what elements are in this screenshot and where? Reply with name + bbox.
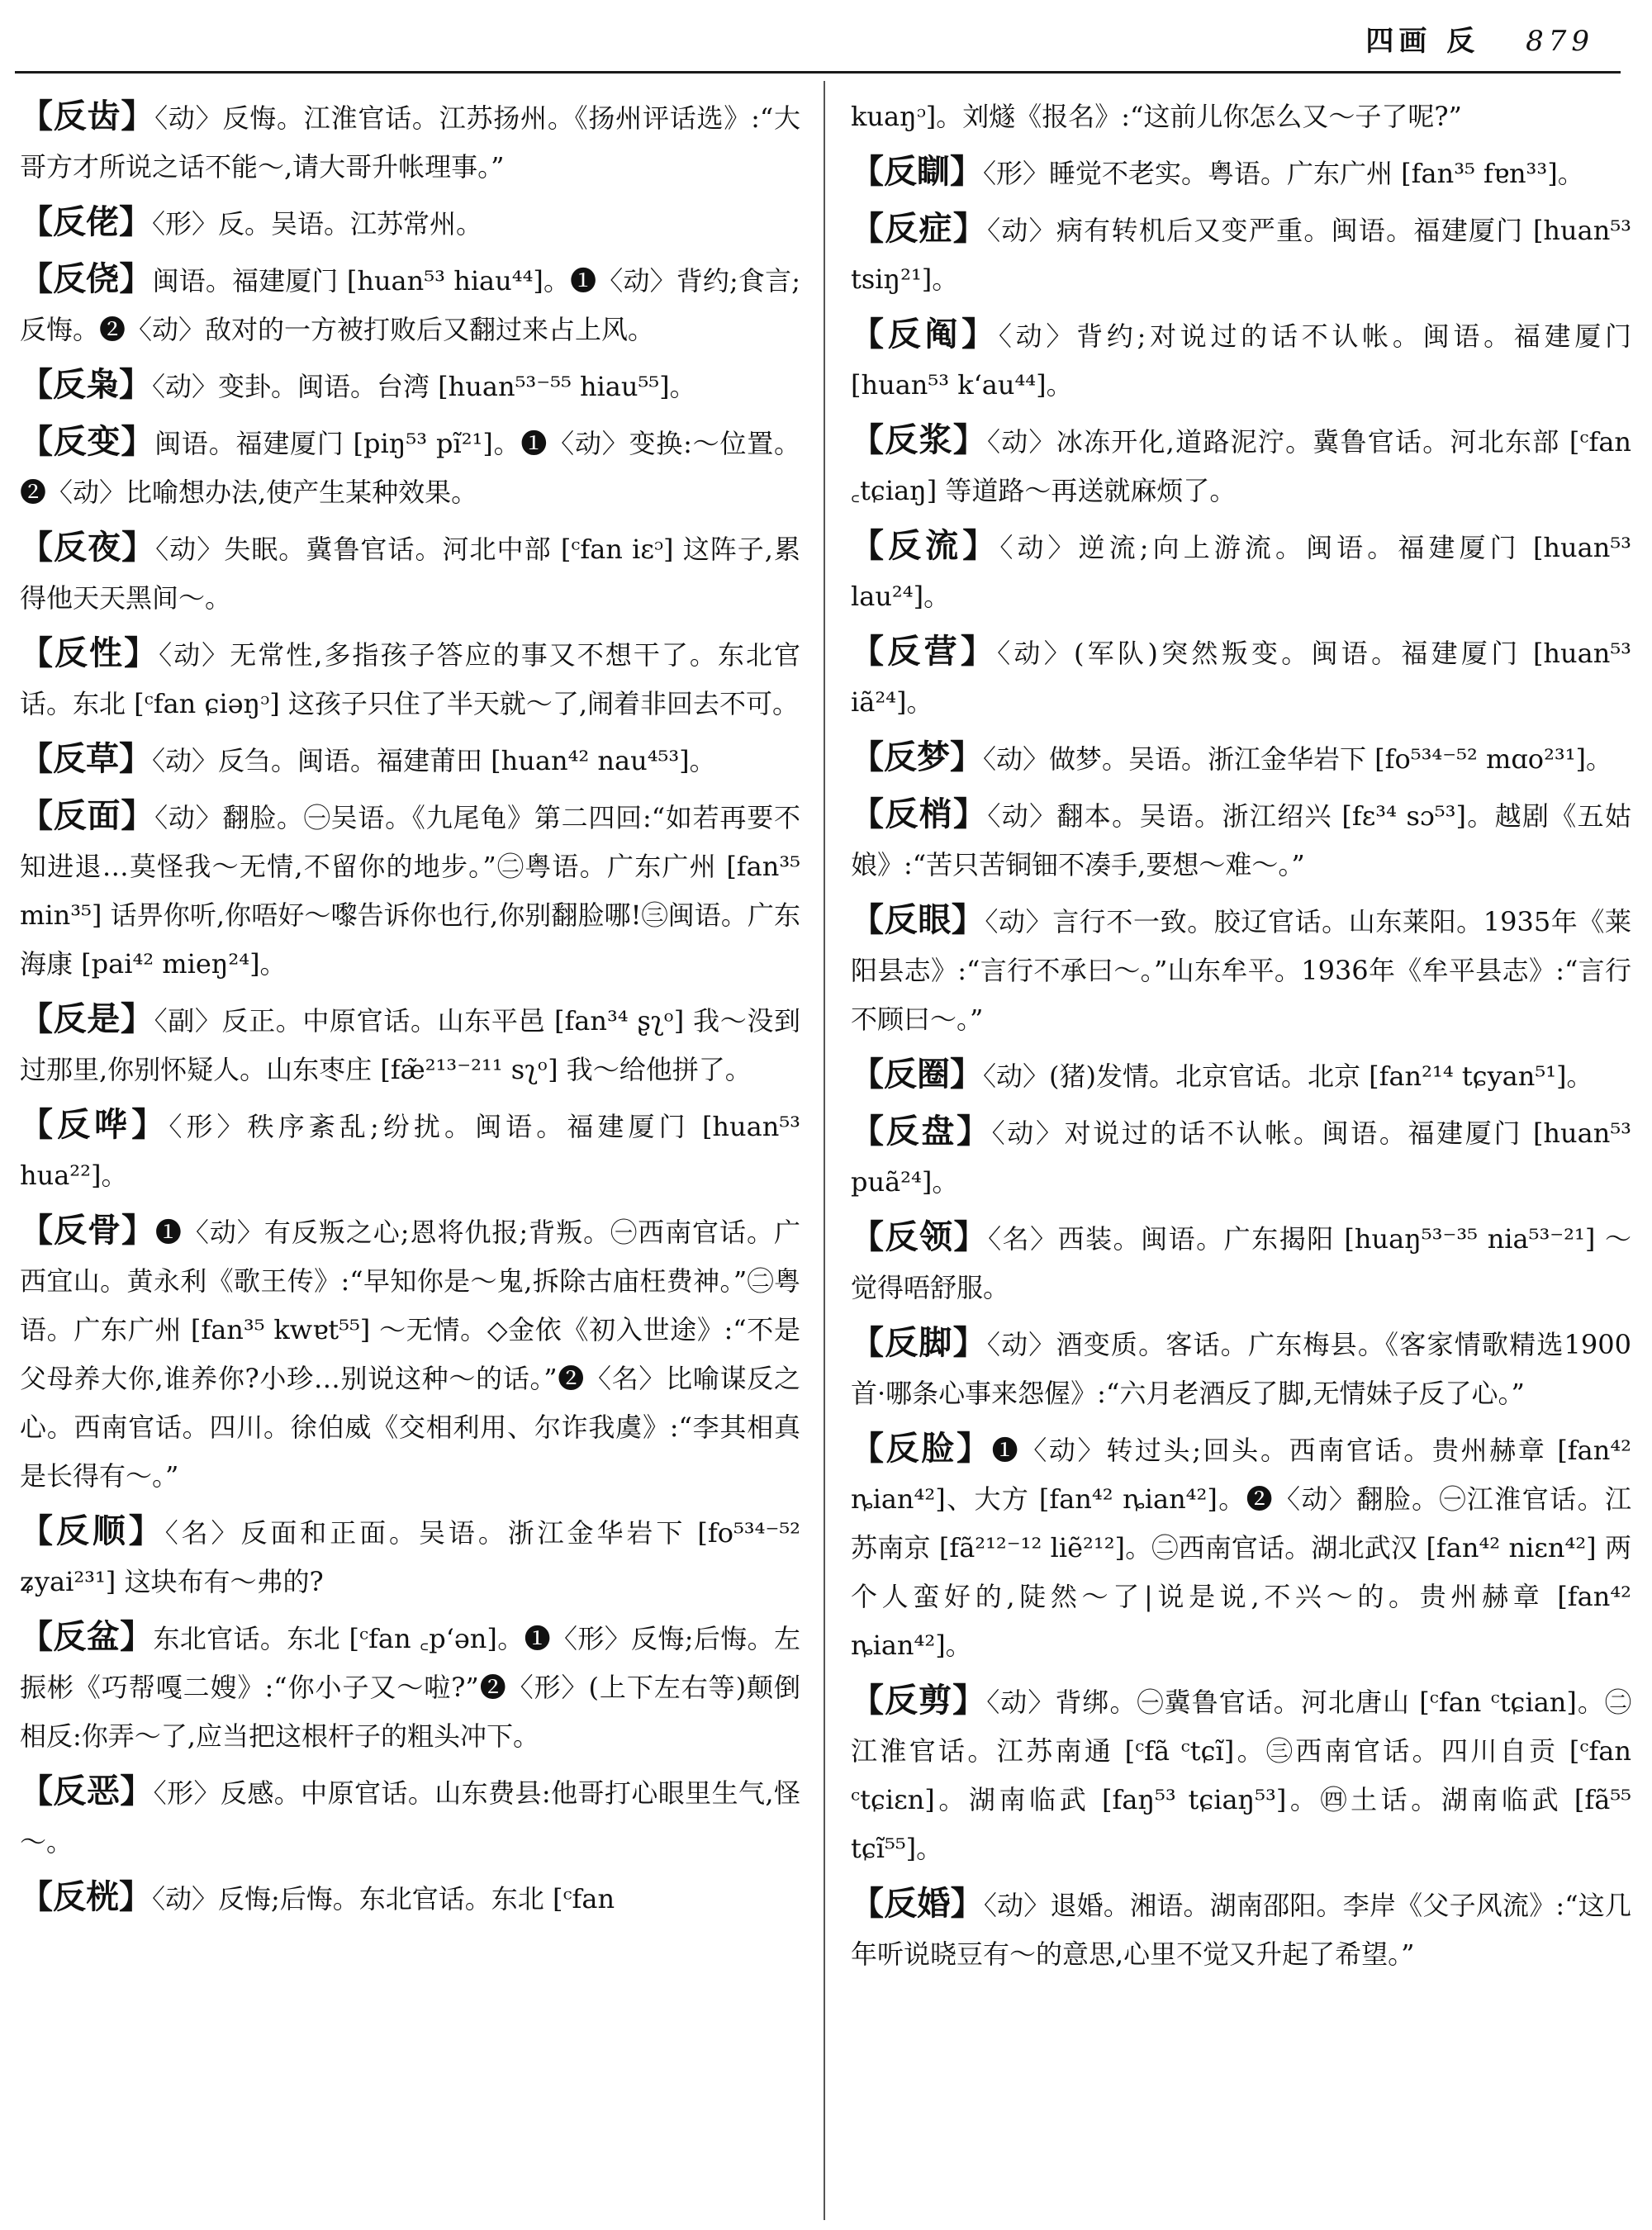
entry-definition: 〈动〉无常性,多指孩子答应的事又不想干了。东北官话。东北 [ᶜfan ɕiəŋᵓ] 这孩子只住了半天就～了,闹着非回去不可。 — [20, 639, 800, 719]
dictionary-entry — [851, 1425, 1631, 1670]
entry-definition: 〈形〉睡觉不老实。粤语。广东广州 [fan³⁵ fɐn³³]。 — [983, 158, 1584, 189]
dictionary-entry — [851, 896, 1631, 1044]
dictionary-entry — [851, 148, 1631, 198]
entry-definition: 〈副〉反正。中原官话。山东平邑 [fan³⁴ ʂʅᵒ] 我～没到过那里,你别怀疑人。山东枣庄 [fæ̃²¹³⁻²¹¹ sʅᵒ] 我～给他拼了。 — [20, 1005, 800, 1085]
entry-definition: 〈动〉酒变质。客话。广东梅县。《客家情歌精选1900首·哪条心事来怨偓》:“六月老酒反了脚,无情妹子反了心。” — [851, 1329, 1631, 1409]
entry-definition: 〈形〉秩序紊乱;纷扰。闽语。福建厦门 [huan⁵³ hua²²]。 — [20, 1111, 800, 1191]
dictionary-entry — [20, 198, 800, 249]
dictionary-entry — [20, 629, 800, 728]
entry-definition: 〈动〉背约;对说过的话不认帐。闽语。福建厦门 [huan⁵³ kʻau⁴⁴]。 — [851, 320, 1631, 401]
section-title: 四画 反 — [1365, 25, 1480, 58]
entry-definition: 〈动〉病有转机后又变严重。闽语。福建厦门 [huan⁵³ tsiŋ²¹]。 — [851, 215, 1631, 295]
dictionary-entry — [851, 522, 1631, 621]
entry-definition: 〈动〉反悔;后悔。东北官话。东北 [ᶜfan — [152, 1883, 615, 1914]
entry-definition: 〈动〉翻脸。㊀吴语。《九尾龟》第二四回:“如若再要不知进退…莫怪我～无情,不留你的地步。”㊁粤语。广东广州 [fan³⁵ min³⁵] 话畀你听,你唔好～嚟告诉你也行,你别翻脸哪!㊂闽语。广东海康 [pai⁴² mieŋ²⁴]。 — [20, 802, 800, 980]
entry-headword: 【反营】 — [851, 633, 998, 671]
entry-headword: 【反圈】 — [851, 1056, 983, 1094]
entry-headword: 【反枭】 — [20, 366, 152, 404]
dictionary-entry — [20, 361, 800, 411]
dictionary-entry — [20, 418, 800, 517]
entry-definition: 〈动〉对说过的话不认帐。闽语。福建厦门 [huan⁵³ puã²⁴]。 — [851, 1117, 1631, 1198]
dictionary-entry — [20, 1767, 800, 1867]
entry-definition: 〈动〉失眠。冀鲁官话。河北中部 [ᶜfan iɛᵓ] 这阵子,累得他天天黑间～。 — [20, 534, 800, 614]
dictionary-entry — [20, 735, 800, 785]
entry-headword: 【反夜】 — [20, 529, 156, 567]
dictionary-entry — [851, 1880, 1631, 1979]
dictionary-entry — [851, 790, 1631, 890]
left-column — [20, 93, 800, 2223]
entry-headword: 【反梦】 — [851, 738, 983, 776]
dictionary-entry — [851, 416, 1631, 515]
entry-headword: 【反是】 — [20, 1000, 154, 1038]
entry-definition: 东北官话。东北 [ᶜfan ꜀pʻən]。❶〈形〉反悔;后悔。左振彬《巧帮嘎二嫂》:“你小子又～啦?”❷〈形〉(上下左右等)颠倒相反:你弄～了,应当把这根杆子的粗头冲下。 — [20, 1623, 800, 1752]
entry-headword: 【反侥】 — [20, 260, 153, 298]
entry-headword: 【反梢】 — [851, 795, 988, 833]
entry-headword: 【反领】 — [851, 1218, 989, 1256]
entry-headword: 【反恶】 — [20, 1772, 154, 1810]
dictionary-entry — [20, 1507, 800, 1606]
dictionary-entry — [20, 255, 800, 354]
entry-headword: 【反骨】 — [20, 1212, 155, 1250]
entry-headword: 【反哗】 — [20, 1106, 169, 1144]
entry-headword: 【反草】 — [20, 740, 152, 778]
entry-headword: 【反剪】 — [851, 1682, 987, 1720]
entry-headword: 【反症】 — [851, 210, 988, 248]
column-divider — [824, 81, 825, 2220]
entry-definition: 闽语。福建厦门 [piŋ⁵³ pĩ²¹]。❶〈动〉变换:～位置。❷〈动〉比喻想办法,使产生某种效果。 — [20, 428, 800, 508]
entry-definition: 〈动〉(猪)发情。北京官话。北京 [fan²¹⁴ tɕyan⁵¹]。 — [983, 1060, 1593, 1092]
dictionary-entry — [20, 1207, 800, 1501]
entry-definition: 〈动〉逆流;向上游流。闽语。福建厦门 [huan⁵³ lau²⁴]。 — [851, 532, 1631, 612]
entry-headword: 【反脸】 — [851, 1430, 992, 1468]
dictionary-entry — [20, 995, 800, 1094]
entry-definition: 〈动〉背绑。㊀冀鲁官话。河北唐山 [ᶜfan ᶜtɕian]。㊁江淮官话。江苏南通 [ᶜfã ᶜtɕĩ]。㊂西南官话。四川自贡 [ᶜfan ᶜtɕiɛn]。湖南临武 [faŋ⁵³ tɕiaŋ⁵³]。㊃土话。湖南临武 [fã⁵⁵ tɕĩ⁵⁵]。 — [851, 1687, 1631, 1864]
dictionary-entry — [20, 1873, 800, 1924]
entry-headword: 【反性】 — [20, 634, 159, 672]
dictionary-entry — [851, 733, 1631, 784]
entry-definition: 〈动〉翻本。吴语。浙江绍兴 [fɛ³⁴ sɔ⁵³]。越剧《五姑娘》:“苦只苦铜钿不凑手,要想～难～。” — [851, 800, 1631, 880]
entry-headword: 【反面】 — [20, 797, 155, 835]
right-column — [851, 93, 1631, 2223]
dictionary-entry — [20, 1101, 800, 1200]
entry-headword: 【反浆】 — [851, 421, 987, 459]
entry-headword: 【反眼】 — [851, 901, 985, 939]
dictionary-entry — [851, 1319, 1631, 1418]
entry-definition: 〈动〉反悔。江淮官话。江苏扬州。《扬州评话选》:“大哥方才所说之话不能～,请大哥升帐理事。” — [20, 102, 800, 183]
entry-definition: 〈动〉言行不一致。胶辽官话。山东莱阳。1935年《莱阳县志》:“言行不承曰～。”山东牟平。1936年《牟平县志》:“言行不顾曰～。” — [851, 906, 1631, 1035]
dictionary-entry — [20, 524, 800, 623]
entry-headword: 【反佬】 — [20, 203, 152, 241]
entry-definition: 〈形〉反感。中原官话。山东费县:他哥打心眼里生气,怪～。 — [20, 1777, 800, 1858]
dictionary-entry — [851, 311, 1631, 410]
entry-definition: 〈动〉冰冻开化,道路泥泞。冀鲁官话。河北东部 [ᶜfan ꜀tɕiaŋ] 等道路～再送就麻烦了。 — [851, 426, 1631, 506]
entry-headword: 【反盆】 — [20, 1618, 154, 1656]
dictionary-entry — [851, 1677, 1631, 1873]
entry-headword: 【反流】 — [851, 527, 1000, 565]
dictionary-entry — [20, 93, 800, 192]
entry-headword: 【反盘】 — [851, 1113, 992, 1151]
dictionary-entry — [851, 1213, 1631, 1312]
entry-definition: 〈动〉变卦。闽语。台湾 [huan⁵³⁻⁵⁵ hiau⁵⁵]。 — [152, 371, 696, 402]
entry-definition: 〈形〉反。吴语。江苏常州。 — [152, 208, 483, 240]
continued-entry-text: kuaŋᵓ]。刘燧《报名》:“这前儿你怎么又～子了呢?” — [851, 101, 1462, 132]
dictionary-entry — [851, 628, 1631, 727]
entry-headword: 【反桄】 — [20, 1878, 152, 1916]
entry-headword: 【反顺】 — [20, 1512, 165, 1550]
entry-headword: 【反变】 — [20, 423, 155, 461]
entry-definition: 〈动〉做梦。吴语。浙江金华岩下 [fo⁵³⁴⁻⁵² mɑo²³¹]。 — [983, 743, 1613, 775]
entry-definition: 〈动〉(军队)突然叛变。闽语。福建厦门 [huan⁵³ iã²⁴]。 — [851, 638, 1631, 718]
entry-definition: 〈动〉反刍。闽语。福建莆田 [huan⁴² nau⁴⁵³]。 — [152, 745, 716, 776]
entry-headword: 【反阄】 — [851, 316, 999, 353]
header-rule — [15, 71, 1621, 74]
dictionary-entry — [20, 1613, 800, 1761]
entry-headword: 【反婚】 — [851, 1885, 984, 1923]
entry-definition: 〈动〉退婚。湘语。湖南邵阳。李岸《父子风流》:“这几年听说晓豆有～的意思,心里不觉又升起了希望。” — [851, 1890, 1631, 1970]
entry-headword: 【反瞓】 — [851, 153, 983, 191]
entry-definition: 〈名〉西装。闽语。广东揭阳 [huaŋ⁵³⁻³⁵ nia⁵³⁻²¹] ～觉得唔舒服。 — [851, 1223, 1631, 1303]
page-number: 879 — [1526, 25, 1594, 58]
dictionary-entry — [851, 1108, 1631, 1207]
dictionary-entry — [851, 205, 1631, 304]
entry-definition: 闽语。福建厦门 [huan⁵³ hiau⁴⁴]。❶〈动〉背约;食言;反悔。❷〈动〉敌对的一方被打败后又翻过来占上风。 — [20, 265, 800, 345]
entry-headword: 【反脚】 — [851, 1324, 987, 1362]
entry-definition: ❶〈动〉转过头;回头。西南官话。贵州赫章 [fan⁴² ȵian⁴²]、大方 [fan⁴² ȵian⁴²]。❷〈动〉翻脸。㊀江淮官话。江苏南京 [fã²¹²⁻¹² liẽ²¹²]。㊁西南官话。湖北武汉 [fan⁴² niɛn⁴²] 两个人蛮好的,陡然～了|说是说,不兴～的。贵州赫章 [fan⁴² ȵian⁴²]。 — [851, 1435, 1631, 1661]
dictionary-entry — [20, 792, 800, 989]
dictionary-entry — [851, 1051, 1631, 1101]
entry-definition: ❶〈动〉有反叛之心;恩将仇报;背叛。㊀西南官话。广西宜山。黄永利《歌王传》:“早知你是～鬼,拆除古庙枉费神。”㊁粤语。广东广州 [fan³⁵ kwɐt⁵⁵] ～无情。◇金依《初入世途》:“不是父母养大你,谁养你?小珍…别说这种～的话。”❷〈名〉比喻谋反之心。西南官话。四川。徐伯威《交相利用、尔诈我虞》:“李其相真是长得有～。” — [20, 1217, 800, 1492]
entry-headword: 【反齿】 — [20, 97, 155, 135]
entry-definition: 〈名〉反面和正面。吴语。浙江金华岩下 [fo⁵³⁴⁻⁵² ʑyai²³¹] 这块布有～弗的? — [20, 1517, 800, 1597]
running-header — [1365, 18, 1594, 59]
